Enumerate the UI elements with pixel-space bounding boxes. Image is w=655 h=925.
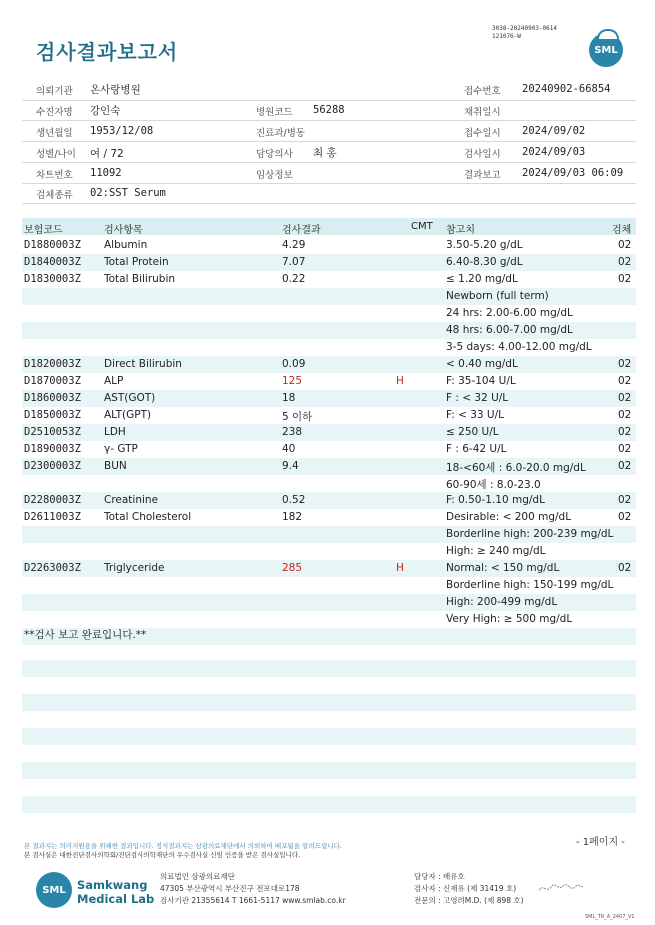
- footer-brand-line1: Samkwang: [77, 878, 148, 892]
- info-divider: [22, 183, 636, 184]
- test-date-value: 2024/09/03: [522, 146, 586, 158]
- header-specimen: 검체: [612, 225, 632, 236]
- cell-specimen: 02: [618, 460, 632, 472]
- clinical-label: 임상정보: [256, 170, 293, 181]
- cell-ref: F: 0.50-1.10 mg/dL: [446, 494, 545, 506]
- cell-ref: F: 35-104 U/L: [446, 375, 516, 387]
- cell-ref: 3.50-5.20 g/dL: [446, 239, 523, 251]
- receipt-no-label: 접수번호: [464, 86, 501, 97]
- footer-note-2: 본 검사실은 대한진단검사의학회/진단검사의학재단의 우수검사실 신임 인증을 받은 검사실입니다.: [24, 851, 301, 859]
- cell-item: LDH: [104, 426, 126, 438]
- cell-result: 18: [282, 392, 296, 404]
- cell-code: D2510053Z: [24, 426, 81, 438]
- chart-label: 차트번호: [36, 170, 73, 181]
- cell-ref: High: 200-499 mg/dL: [446, 596, 558, 608]
- hospital-label: 의뢰기관: [36, 86, 73, 97]
- cell-code: D2263003Z: [24, 562, 81, 574]
- cell-specimen: 02: [618, 358, 632, 370]
- empty-row-stripe: [22, 660, 636, 677]
- footer-staff-line1: 담당자 : 배유호: [414, 872, 465, 881]
- cell-ref: F : < 32 U/L: [446, 392, 509, 404]
- cell-result: 182: [282, 511, 303, 523]
- cell-specimen: 02: [618, 562, 632, 574]
- dept-label: 진료과/병동: [256, 128, 306, 139]
- specimen-value: 02:SST Serum: [90, 187, 166, 199]
- cell-item: Total Bilirubin: [104, 273, 176, 285]
- cell-result: 9.4: [282, 460, 299, 472]
- chart-value: 11092: [90, 167, 122, 179]
- collect-label: 채취일시: [464, 107, 501, 118]
- cell-ref: 60-90세 : 8.0-23.0: [446, 479, 541, 491]
- cell-flag: H: [396, 375, 404, 387]
- cell-specimen: 02: [618, 494, 632, 506]
- cell-specimen: 02: [618, 511, 632, 523]
- hospital-code-value: 56288: [313, 104, 345, 116]
- empty-row-stripe: [22, 728, 636, 745]
- cell-specimen: 02: [618, 426, 632, 438]
- report-value: 2024/09/03 06:09: [522, 167, 624, 179]
- header-item: 검사항목: [104, 225, 143, 236]
- footer-staff-info: [414, 871, 524, 907]
- cell-item: Creatinine: [104, 494, 159, 506]
- cell-item: ALT(GPT): [104, 409, 152, 421]
- info-divider: [22, 120, 636, 121]
- empty-row-stripe: [22, 796, 636, 813]
- birth-value: 1953/12/08: [90, 125, 154, 137]
- cell-code: D2300003Z: [24, 460, 81, 472]
- cell-specimen: 02: [618, 409, 632, 421]
- cell-result: 285: [282, 562, 303, 574]
- cell-result: 0.52: [282, 494, 306, 506]
- cell-ref: < 0.40 mg/dL: [446, 358, 518, 370]
- footer-staff-line2: 검사자 : 신재유 (제 31419 호): [414, 884, 517, 893]
- cell-code: D1890003Z: [24, 443, 81, 455]
- cell-item: AST(GOT): [104, 392, 156, 404]
- cell-item: Total Protein: [104, 256, 169, 268]
- cell-result: 0.09: [282, 358, 306, 370]
- cell-code: D1840003Z: [24, 256, 81, 268]
- document-version: SML_TR_A_2407_V1: [585, 914, 635, 920]
- cell-ref: 48 hrs: 6.00-7.00 mg/dL: [446, 324, 573, 336]
- doctor-label: 담당의사: [256, 149, 293, 160]
- cell-code: D1830003Z: [24, 273, 81, 285]
- document-code-line2: 121076-W: [492, 33, 521, 40]
- footer-org-line2: 47305 부산광역시 부산진구 전포대로178: [160, 884, 300, 893]
- document-code-line1: 3038-20240903-0614: [492, 25, 558, 32]
- hospital-code-label: 병원코드: [256, 107, 293, 118]
- cell-ref: 6.40-8.30 g/dL: [446, 256, 523, 268]
- cell-code: D1880003Z: [24, 239, 81, 251]
- footer-sml-logo: [36, 872, 72, 908]
- cell-ref: 18-<60세 : 6.0-20.0 mg/dL: [446, 462, 586, 474]
- signature-scribble: [538, 882, 584, 894]
- cell-specimen: 02: [618, 392, 632, 404]
- patient-label: 수진자명: [36, 107, 73, 118]
- cell-item: Albumin: [104, 239, 148, 251]
- footer-org-line3: 검사기관 21355614 T 1661-5117 www.smlab.co.kr: [160, 896, 346, 905]
- cell-code: D1850003Z: [24, 409, 81, 421]
- cell-ref: High: ≥ 240 mg/dL: [446, 545, 546, 557]
- cell-result: 4.29: [282, 239, 306, 251]
- cell-result: 125: [282, 375, 303, 387]
- empty-row-stripe: [22, 694, 636, 711]
- cell-specimen: 02: [618, 256, 632, 268]
- empty-row-stripe: [22, 762, 636, 779]
- cell-ref: ≤ 250 U/L: [446, 426, 499, 438]
- cell-code: D1820003Z: [24, 358, 81, 370]
- header-cmt: CMT: [411, 221, 433, 232]
- cell-ref: F: < 33 U/L: [446, 409, 505, 421]
- footer-brand-line2: Medical Lab: [77, 892, 155, 906]
- cell-specimen: 02: [618, 273, 632, 285]
- footer-brand: [77, 878, 154, 906]
- cell-specimen: 02: [618, 375, 632, 387]
- cell-result: 238: [282, 426, 303, 438]
- header-ref: 참고치: [446, 225, 475, 236]
- cell-result: 7.07: [282, 256, 306, 268]
- report-label: 결과보고: [464, 170, 501, 181]
- info-divider: [22, 141, 636, 142]
- cell-specimen: 02: [618, 239, 632, 251]
- cell-ref: Normal: < 150 mg/dL: [446, 562, 560, 574]
- specimen-label: 검체종류: [36, 190, 73, 201]
- cell-ref: Very High: ≥ 500 mg/dL: [446, 613, 573, 625]
- info-divider: [22, 203, 636, 204]
- receipt-no-value: 20240902-66854: [522, 83, 611, 95]
- info-divider: [22, 100, 636, 101]
- document-code: [492, 25, 557, 41]
- page-title: 검사결과보고서: [36, 40, 179, 64]
- info-divider: [22, 162, 636, 163]
- cell-code: D2611003Z: [24, 511, 81, 523]
- cell-ref: F : 6-42 U/L: [446, 443, 507, 455]
- sex-age-value: 여 / 72: [90, 148, 124, 160]
- cell-result: 0.22: [282, 273, 306, 285]
- header-code: 보험코드: [24, 225, 63, 236]
- cell-ref: Newborn (full term): [446, 290, 549, 302]
- header-result: 검사결과: [282, 225, 321, 236]
- cell-item: ALP: [104, 375, 124, 387]
- cell-result: 5 이하: [282, 411, 313, 423]
- cell-item: BUN: [104, 460, 127, 472]
- cell-ref: Borderline high: 200-239 mg/dL: [446, 528, 614, 540]
- cell-specimen: 02: [618, 443, 632, 455]
- cell-code: D2280003Z: [24, 494, 81, 506]
- page-number: - 1페이지 -: [576, 837, 625, 848]
- footer-org-info: [160, 871, 346, 907]
- cell-result: 40: [282, 443, 296, 455]
- cell-ref: ≤ 1.20 mg/dL: [446, 273, 518, 285]
- footer-sml-logo-text: SML: [42, 884, 66, 896]
- cell-item: Total Cholesterol: [104, 511, 192, 523]
- cell-ref: 3-5 days: 4.00-12.00 mg/dL: [446, 341, 592, 353]
- cell-ref: Desirable: < 200 mg/dL: [446, 511, 572, 523]
- footer-org-line1: 의료법인 삼광의료재단: [160, 872, 235, 881]
- birth-label: 생년월일: [36, 128, 73, 139]
- cell-ref: 24 hrs: 2.00-6.00 mg/dL: [446, 307, 573, 319]
- cell-flag: H: [396, 562, 404, 574]
- cell-item: Triglyceride: [104, 562, 165, 574]
- patient-value: 강인숙: [90, 105, 121, 117]
- cell-item: γ- GTP: [104, 443, 138, 455]
- cell-ref: Borderline high: 150-199 mg/dL: [446, 579, 614, 591]
- test-date-label: 검사일시: [464, 149, 501, 160]
- cell-code: D1860003Z: [24, 392, 81, 404]
- receipt-date-value: 2024/09/02: [522, 125, 586, 137]
- cell-item: Direct Bilirubin: [104, 358, 182, 370]
- footer-note-1: 본 결과지는 의미지원용을 위해한 결과입니다. 정식결과지는 삼광의료재단에서 의뢰하여 배포됨을 알려드립니다.: [24, 842, 342, 850]
- footer-staff-line3: 전문의 : 고영려M.D. (제 898 호): [414, 896, 524, 905]
- sml-logo: [589, 33, 623, 67]
- sex-age-label: 성별/나이: [36, 149, 76, 160]
- hospital-value: 온사랑병원: [90, 84, 141, 96]
- doctor-value: 최 홍: [313, 147, 337, 159]
- sml-logo-text: SML: [594, 44, 618, 56]
- cell-code: D1870003Z: [24, 375, 81, 387]
- receipt-date-label: 접수일시: [464, 128, 501, 139]
- report-complete-note: **검사 보고 완료입니다.**: [24, 629, 147, 641]
